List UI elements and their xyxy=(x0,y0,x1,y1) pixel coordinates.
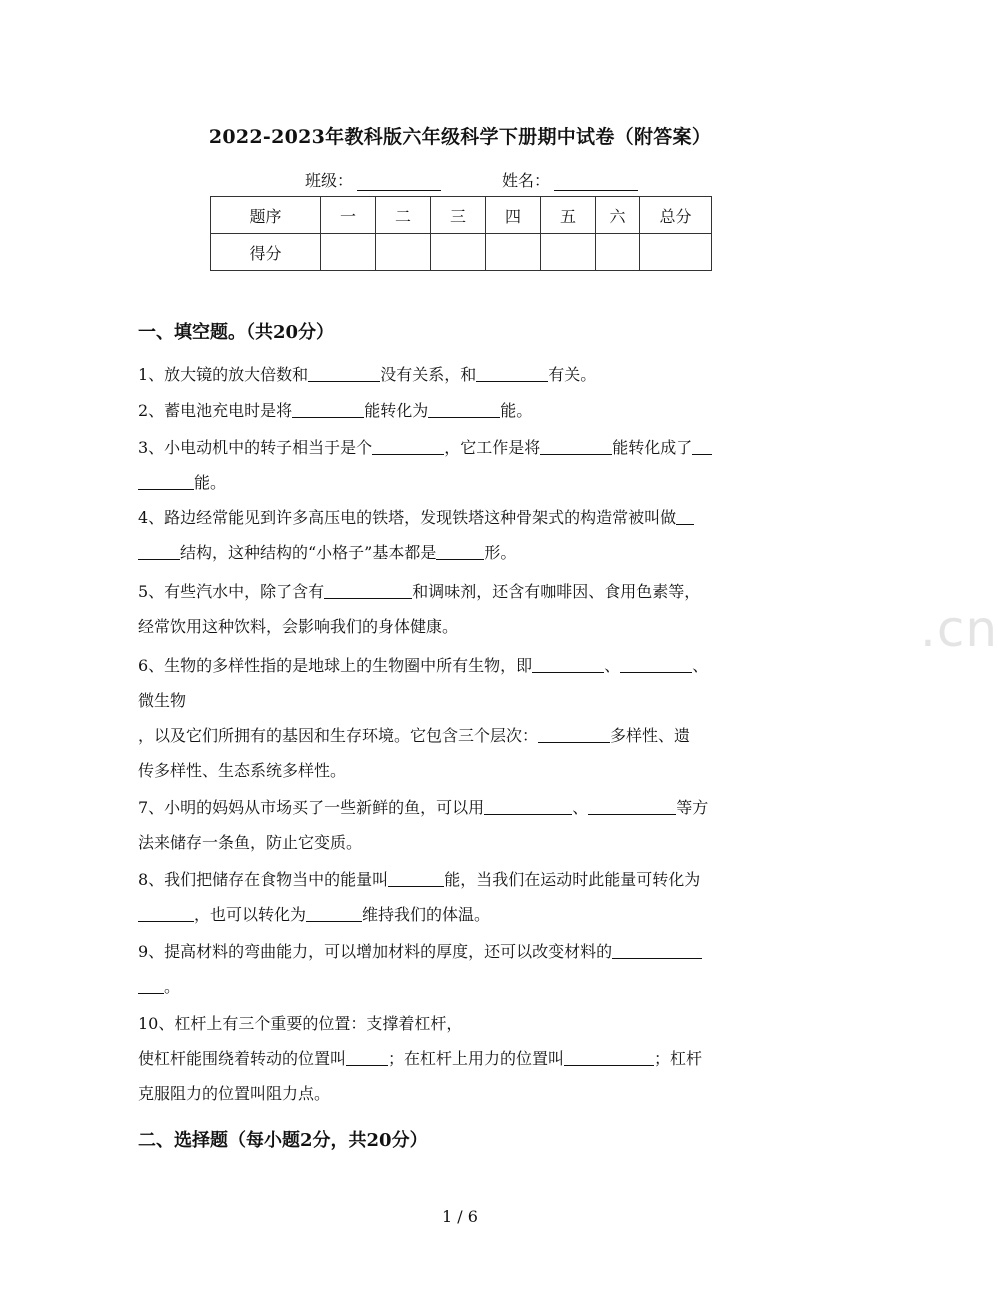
question-6 xyxy=(138,648,783,718)
question-4 xyxy=(138,500,783,570)
table-cell: 四 xyxy=(486,197,541,234)
score-table xyxy=(210,196,712,271)
score-cell[interactable] xyxy=(321,234,376,271)
question-text: ，以及它们所拥有的基因和生存环境。它包含三个层次： xyxy=(138,726,539,745)
answer-blank[interactable] xyxy=(372,438,444,455)
question-text: ；杠杆 xyxy=(654,1049,703,1068)
answer-blank[interactable] xyxy=(308,365,380,382)
answer-blank[interactable] xyxy=(346,1049,388,1066)
question-text: 3、小电动机中的转子相当于是个 xyxy=(138,438,373,457)
question-text: 。 xyxy=(164,977,181,996)
answer-blank[interactable] xyxy=(436,543,484,560)
answer-blank[interactable] xyxy=(138,543,180,560)
table-cell: 得分 xyxy=(211,234,321,271)
question-text: 7、小明的妈妈从市场买了一些新鲜的鱼，可以用 xyxy=(138,798,485,817)
table-cell: 一 xyxy=(321,197,376,234)
question-text: 能。 xyxy=(500,401,533,420)
question-text: 5、有些汽水中，除了含有 xyxy=(138,582,325,601)
question-10 xyxy=(138,1006,783,1111)
question-text: 1、放大镜的放大倍数和 xyxy=(138,365,309,384)
name-blank[interactable] xyxy=(554,174,638,191)
score-cell[interactable] xyxy=(596,234,640,271)
section1-title: 一、填空题。（共20分） xyxy=(138,322,335,343)
question-text: 微生物 xyxy=(138,691,187,710)
answer-blank[interactable] xyxy=(676,508,694,525)
question-text: 能，当我们在运动时此能量可转化为 xyxy=(444,870,701,889)
table-cell: 题序 xyxy=(211,197,321,234)
answer-blank[interactable] xyxy=(620,656,692,673)
name-field xyxy=(502,168,638,191)
question-text: ；在杠杆上用力的位置叫 xyxy=(388,1049,565,1068)
class-label: 班级： xyxy=(305,171,354,190)
question-text: 2、蓄电池充电时是将 xyxy=(138,401,293,420)
score-cell[interactable] xyxy=(431,234,486,271)
section2-title: 二、选择题（每小题2分，共20分） xyxy=(138,1130,428,1151)
question-2 xyxy=(138,393,783,428)
question-text: 能。 xyxy=(194,473,227,492)
question-text: 6、生物的多样性指的是地球上的生物圈中所有生物，即 xyxy=(138,656,533,675)
page-title: 2022-2023年教科版六年级科学下册期中试卷（附答案） xyxy=(208,126,712,148)
question-3 xyxy=(138,430,783,500)
question-text: ，也可以转化为 xyxy=(194,905,307,924)
score-cell[interactable] xyxy=(640,234,712,271)
score-table-header-row xyxy=(211,197,712,234)
question-text: 等方 xyxy=(676,798,709,817)
answer-blank[interactable] xyxy=(324,582,412,599)
question-text: 法来储存一条鱼，防止它变质。 xyxy=(138,833,363,852)
question-text: 形。 xyxy=(484,543,517,562)
question-text: 使杠杆能围绕着转动的位置叫 xyxy=(138,1049,347,1068)
score-table-score-row xyxy=(211,234,712,271)
answer-blank[interactable] xyxy=(138,977,164,994)
question-text: 维持我们的体温。 xyxy=(362,905,491,924)
score-cell[interactable] xyxy=(486,234,541,271)
question-text: 8、我们把储存在食物当中的能量叫 xyxy=(138,870,389,889)
answer-blank[interactable] xyxy=(388,870,444,887)
answer-blank[interactable] xyxy=(484,798,572,815)
question-text: 和调味剂，还含有咖啡因、食用色素等， xyxy=(412,582,701,601)
table-cell: 五 xyxy=(541,197,596,234)
question-5 xyxy=(138,574,783,644)
watermark: www.zixin.com.cn xyxy=(535,600,998,658)
question-text: 、 xyxy=(692,656,709,675)
name-label: 姓名： xyxy=(502,171,551,190)
question-text: 没有关系，和 xyxy=(380,365,477,384)
question-text: 、 xyxy=(572,798,589,817)
question-6-cont xyxy=(138,718,783,788)
question-text: 能转化成了 xyxy=(612,438,693,457)
class-field xyxy=(305,168,441,191)
answer-blank[interactable] xyxy=(532,656,604,673)
answer-blank[interactable] xyxy=(306,905,362,922)
question-text: 9、提高材料的弯曲能力，可以增加材料的厚度，还可以改变材料的 xyxy=(138,942,613,961)
class-blank[interactable] xyxy=(357,174,441,191)
question-text: 传多样性、生态系统多样性。 xyxy=(138,761,347,780)
question-text: 经常饮用这种饮料，会影响我们的身体健康。 xyxy=(138,617,459,636)
score-cell[interactable] xyxy=(541,234,596,271)
table-cell: 二 xyxy=(376,197,431,234)
question-1 xyxy=(138,357,783,392)
answer-blank[interactable] xyxy=(428,401,500,418)
question-text: 能转化为 xyxy=(364,401,429,420)
question-text: 克服阻力的位置叫阻力点。 xyxy=(138,1084,331,1103)
answer-blank[interactable] xyxy=(612,942,702,959)
table-cell: 六 xyxy=(596,197,640,234)
question-7 xyxy=(138,790,783,860)
question-text: 多样性、遗 xyxy=(610,726,691,745)
question-text: 有关。 xyxy=(548,365,597,384)
page-number: 1 / 6 xyxy=(442,1207,478,1226)
score-cell[interactable] xyxy=(376,234,431,271)
question-text: ，它工作是将 xyxy=(444,438,541,457)
answer-blank[interactable] xyxy=(564,1049,654,1066)
question-9 xyxy=(138,934,783,1004)
answer-blank[interactable] xyxy=(692,438,712,455)
question-text: 、 xyxy=(604,656,621,675)
answer-blank[interactable] xyxy=(588,798,676,815)
answer-blank[interactable] xyxy=(292,401,364,418)
question-text: 结构，这种结构的“小格子”基本都是 xyxy=(180,543,437,562)
table-cell: 三 xyxy=(431,197,486,234)
answer-blank[interactable] xyxy=(138,905,194,922)
table-cell: 总分 xyxy=(640,197,712,234)
answer-blank[interactable] xyxy=(540,438,612,455)
question-text: 4、路边经常能见到许多高压电的铁塔，发现铁塔这种骨架式的构造常被叫做 xyxy=(138,508,677,527)
question-text: 10、杠杆上有三个重要的位置：支撑着杠杆， xyxy=(138,1014,463,1033)
answer-blank[interactable] xyxy=(138,473,194,490)
answer-blank[interactable] xyxy=(476,365,548,382)
answer-blank[interactable] xyxy=(538,726,610,743)
question-8 xyxy=(138,862,783,932)
